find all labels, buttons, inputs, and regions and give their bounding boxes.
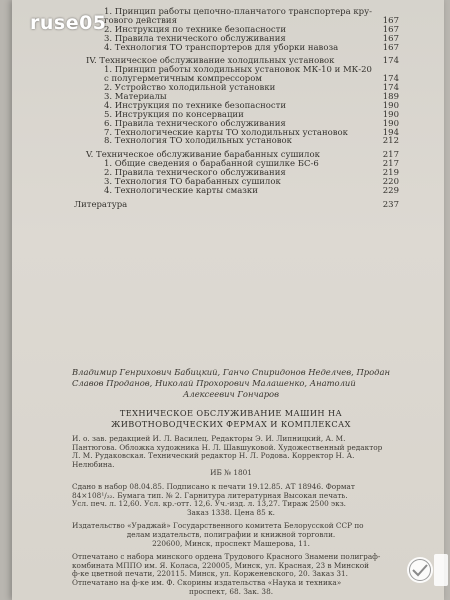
toc-entry-title: 4. Технология ТО транспортеров для уборки навоза bbox=[104, 42, 339, 53]
printer-line: Отпечатано с набора минского ордена Трудового Красного Знамени полиграф- bbox=[72, 552, 381, 562]
print-line: Усл. печ. л. 12,60. Усл. кр.-отт. 12,6. Уч.-изд. л. 13,27. Тираж 2500 экз. bbox=[72, 499, 347, 509]
toc-entry-title: 4. Инструкция по технике безопасности bbox=[104, 100, 286, 111]
printer-line: проспект, 68. Зак. 38. bbox=[188, 586, 274, 596]
toc-page-number: 212 bbox=[382, 136, 399, 147]
watermark-logo-icon bbox=[404, 548, 450, 592]
toc-entry bbox=[74, 187, 399, 196]
printer-info bbox=[72, 553, 390, 596]
toc-entry-title: 2. Инструкция по технике безопасности bbox=[104, 24, 286, 35]
print-line: 84×108¹/₃₂. Бумага тип. № 2. Гарнитура литературная Высокая печать. bbox=[72, 490, 348, 500]
toc-page-number: 237 bbox=[382, 199, 399, 210]
book-title: ТЕХНИЧЕСКОЕ ОБСЛУЖИВАНИЕ МАШИН НА ЖИВОТНОВОДЧЕСКИХ ФЕРМАХ И КОМПЛЕКСАХ bbox=[111, 408, 351, 429]
printer-line: Отпечатано на ф-ке им. Ф. Скорины издательства «Наука и техника» bbox=[72, 577, 342, 587]
toc-page-number: 217 bbox=[382, 150, 399, 161]
toc-entry-title: 2. Устройство холодильной установки bbox=[104, 83, 276, 94]
print-line: Сдано в набор 08.04.85. Подписано к печати 19.12.85. АТ 18946. Формат bbox=[72, 481, 355, 491]
toc-entry-title: 3. Правила технического обслуживания bbox=[104, 33, 286, 44]
toc-entry-title: 8. Технология ТО холодильных установок bbox=[104, 136, 292, 147]
toc-entry-title: V. Техническое обслуживание барабанных сушилок bbox=[86, 150, 320, 161]
publisher-info bbox=[72, 522, 390, 548]
printer-line: комбината МППО им. Я. Коласа, 220005, Минск, ул. Красная, 23 в Минской bbox=[72, 560, 370, 570]
toc-entry bbox=[74, 137, 399, 146]
toc-page-number: 189 bbox=[382, 92, 399, 103]
editors-credits: И. о. зав. редакцией И. Л. Василец. Редакторы Э. И. Липницкий, А. М. Пантюгова. Обложка художника Н. Л. Шавшуковой. Художественный редактор Л. М. Рудаковская. Технический редактор Н. Л. Родова. Корректор Н. А. Нелюбина. bbox=[72, 434, 383, 469]
toc-entry-title: 3. Технология ТО барабанных сушилок bbox=[104, 177, 281, 188]
toc-entry-title: гового действия bbox=[104, 15, 177, 26]
table-of-contents bbox=[74, 8, 399, 210]
toc-entry-title: 2. Правила технического обслуживания bbox=[104, 168, 286, 179]
toc-page-number: 217 bbox=[382, 159, 399, 170]
toc-page-number: 174 bbox=[382, 56, 399, 67]
imprint-block bbox=[72, 435, 390, 596]
toc-entry-title: 3. Материалы bbox=[104, 92, 167, 103]
toc-entry-title: IV. Техническое обслуживание холодильных установок bbox=[86, 56, 335, 67]
toc-page-number: 190 bbox=[382, 118, 399, 129]
ib-number: ИБ № 1801 bbox=[210, 468, 252, 478]
publisher-line: 220600, Минск, проспект Машерова, 11. bbox=[152, 538, 310, 548]
toc-entry-title: с полугерметичным компрессором bbox=[104, 74, 262, 85]
toc-entry-title: 1. Принцип работы холодильных установок МК-10 и МК-20 bbox=[104, 65, 372, 76]
publisher-line: Издательство «Ураджай» Государственного комитета Белорусской ССР по bbox=[72, 521, 364, 531]
watermark-text: ruse05 bbox=[30, 12, 107, 34]
toc-page-number: 220 bbox=[382, 177, 399, 188]
toc-page-number: 167 bbox=[382, 15, 399, 26]
toc-entry-title: 1. Принцип работы цепочно-планчатого транспортера кру- bbox=[104, 7, 372, 17]
toc-entry bbox=[74, 201, 399, 210]
toc-entry-title: Литература bbox=[74, 199, 128, 210]
toc-page-number: 167 bbox=[382, 24, 399, 35]
authors-last-name: Алексеевич Гончаров bbox=[183, 389, 279, 399]
toc-entry-title: 1. Общие сведения о барабанной сушилке БС-6 bbox=[104, 159, 319, 170]
print-line: Заказ 1338. Цена 85 к. bbox=[186, 507, 275, 517]
print-specs bbox=[72, 483, 390, 517]
toc-page-number: 190 bbox=[382, 100, 399, 111]
book-page bbox=[12, 0, 444, 600]
toc-page-number: 219 bbox=[382, 168, 399, 179]
toc-entry-title: 7. Технологические карты ТО холодильных установок bbox=[104, 127, 348, 138]
toc-page-number: 194 bbox=[382, 127, 399, 138]
toc-entry-title: 6. Правила технического обслуживания bbox=[104, 118, 286, 129]
toc-page-number: 190 bbox=[382, 109, 399, 120]
publisher-line: делам издательств, полиграфии и книжной торговли. bbox=[126, 529, 336, 539]
toc-page-number: 167 bbox=[382, 42, 399, 53]
printer-line: ф-ке цветной печати, 220115. Минск, ул. Корженевского, 20. Заказ 31. bbox=[72, 569, 348, 579]
toc-page-number: 174 bbox=[382, 74, 399, 85]
toc-page-number: 167 bbox=[382, 33, 399, 44]
authors-block bbox=[72, 367, 390, 400]
toc-page-number: 174 bbox=[382, 83, 399, 94]
toc-page-number: 229 bbox=[382, 185, 399, 196]
authors-names: Владимир Генрихович Бабицкий, Ганчо Спиридонов Неделчев, Продан Славов Проданов, Николай Прохорович Малашенко, Анатолий bbox=[72, 367, 390, 388]
toc-entry-title: 5. Инструкция по консервации bbox=[104, 109, 244, 120]
toc-entry bbox=[74, 44, 399, 53]
toc-entry-title: 4. Технологические карты смазки bbox=[104, 185, 258, 196]
